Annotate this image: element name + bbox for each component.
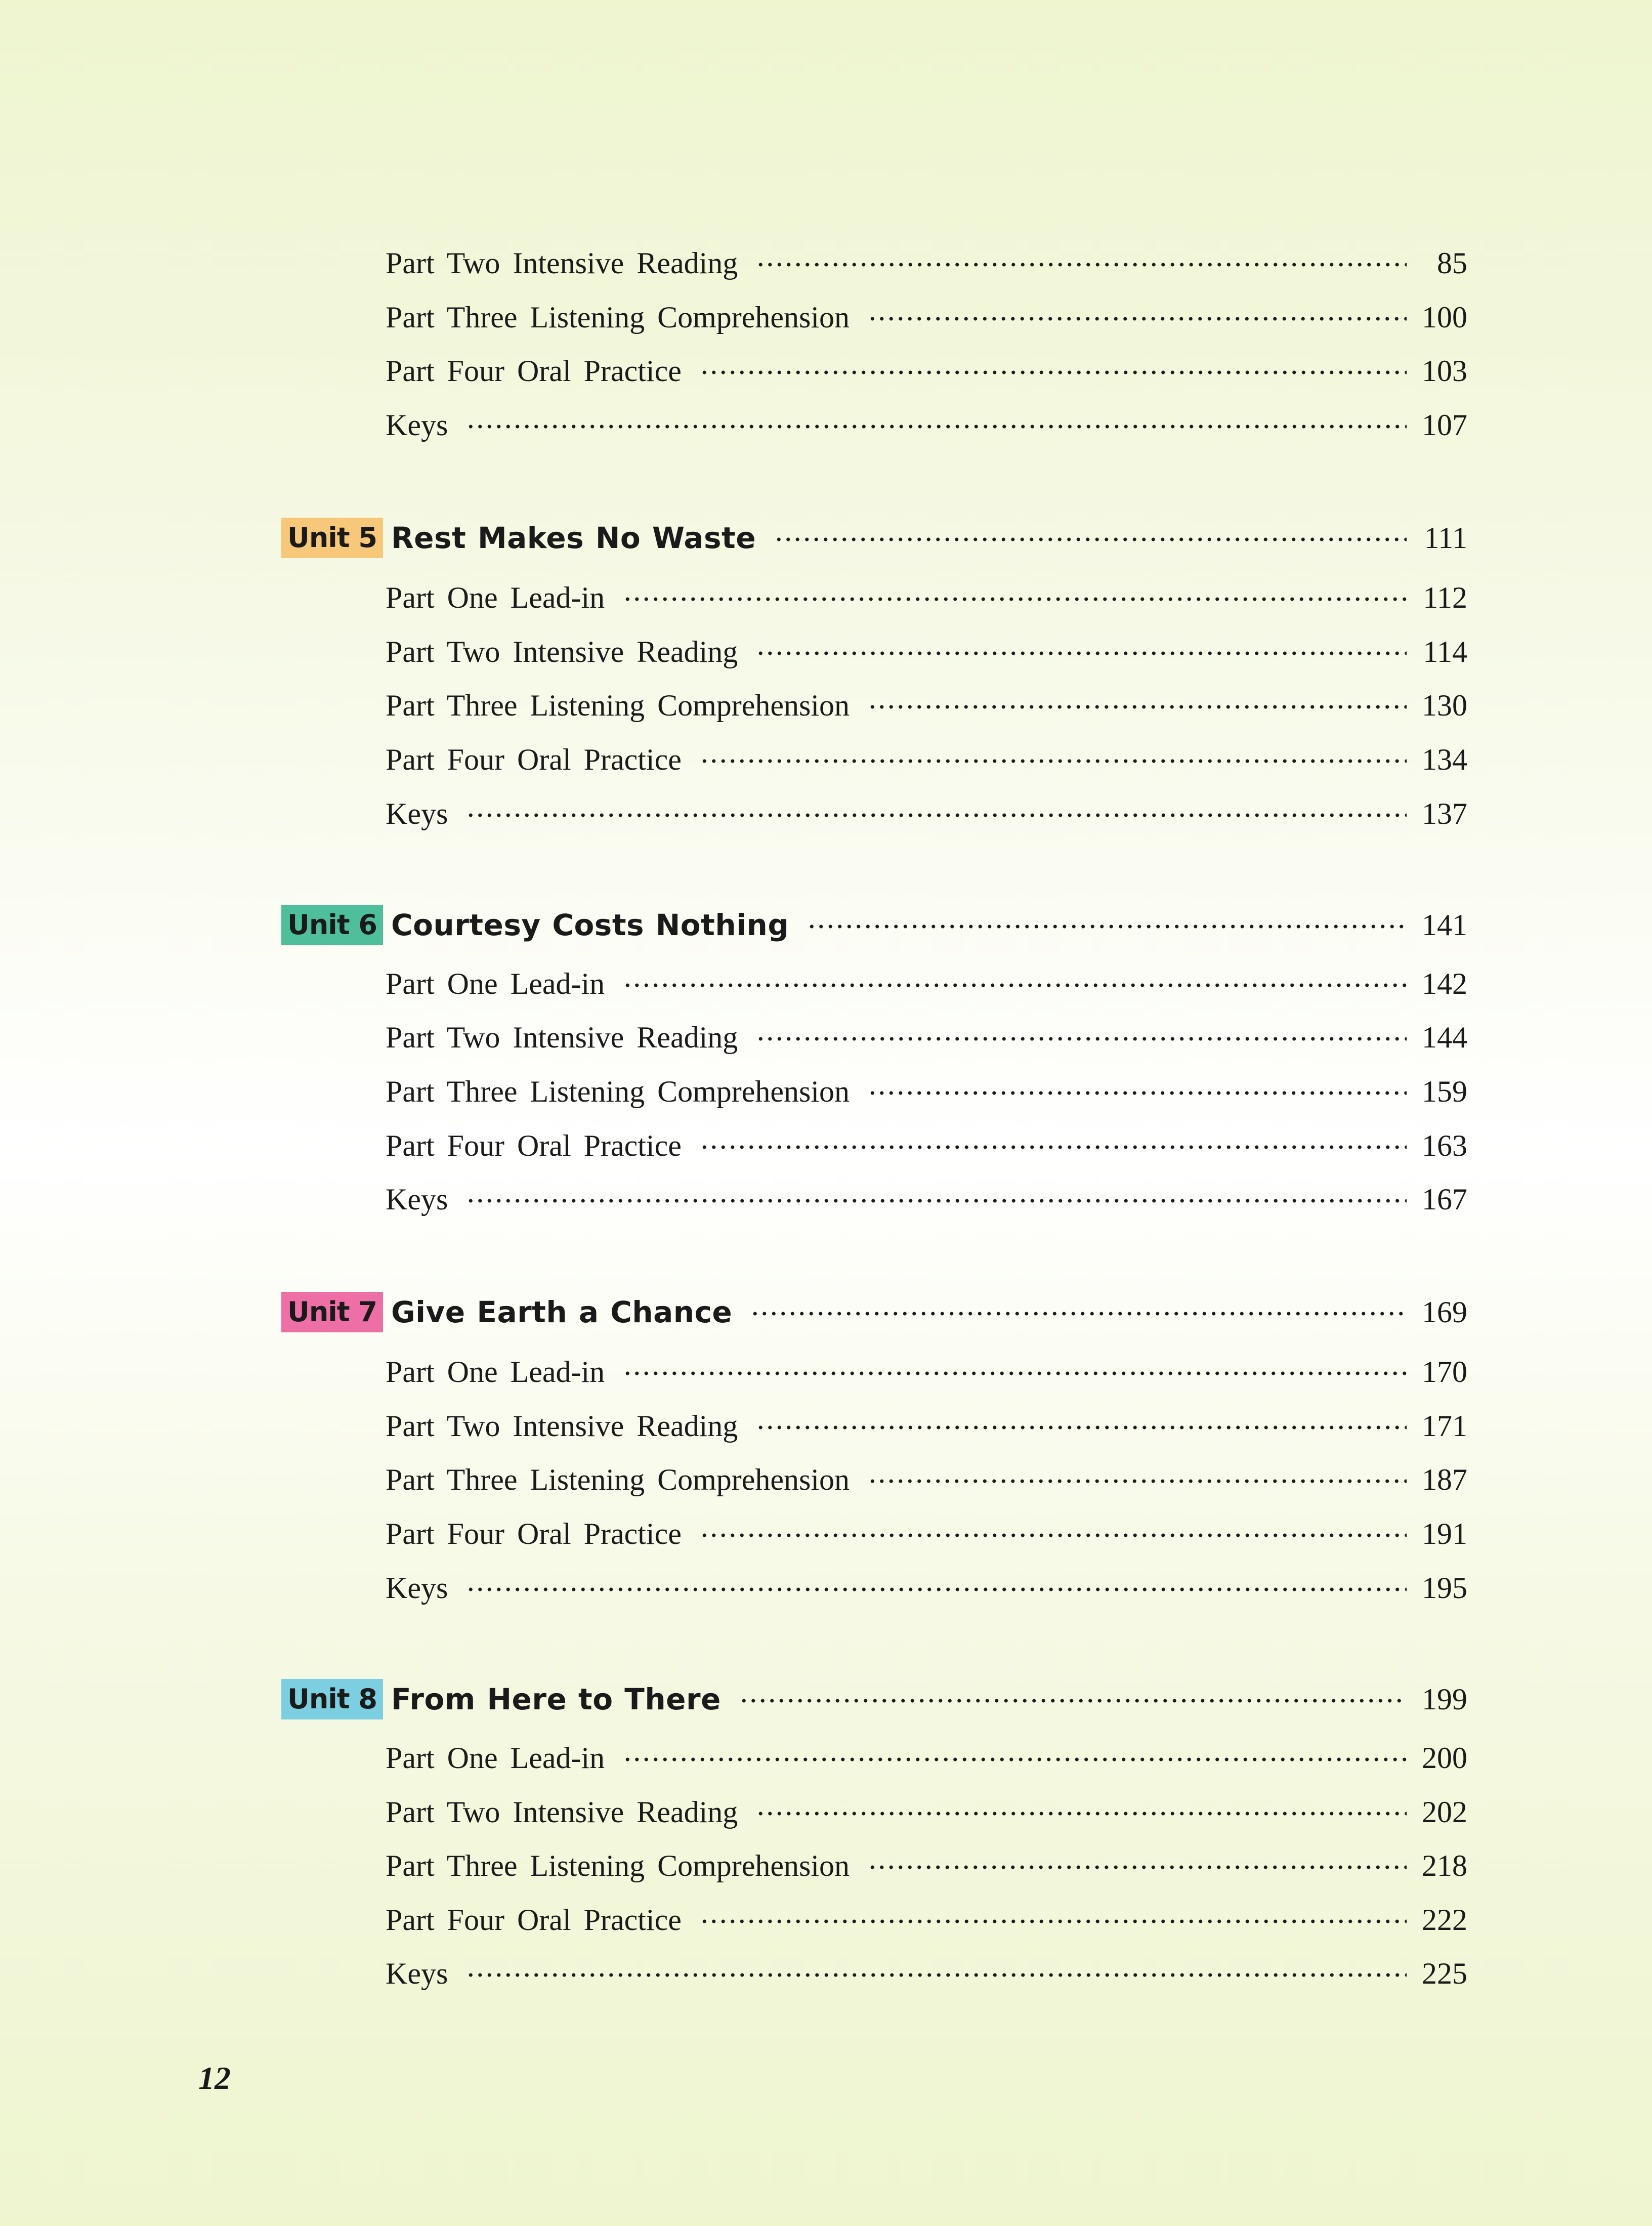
toc-entry[interactable] xyxy=(386,1896,1467,1944)
toc-entry-title: Part Three Listening Comprehension xyxy=(386,301,850,334)
dot-leader xyxy=(807,925,1407,929)
toc-entry[interactable] xyxy=(386,1348,1467,1396)
dot-leader xyxy=(868,705,1407,709)
toc-entry-title: Keys xyxy=(386,408,448,442)
toc-entry-page: 112 xyxy=(1423,581,1467,614)
toc-entry[interactable] xyxy=(386,1402,1467,1450)
toc-entry-title: Part One Lead-in xyxy=(386,581,605,614)
toc-entry-page: 195 xyxy=(1422,1571,1467,1605)
toc-entry[interactable] xyxy=(386,1175,1467,1224)
toc-entry-page: 218 xyxy=(1422,1849,1467,1882)
dot-leader xyxy=(700,1919,1407,1923)
dot-leader xyxy=(700,759,1407,763)
toc-entry-page: 200 xyxy=(1422,1741,1467,1775)
dot-leader xyxy=(466,1199,1407,1203)
toc-entry[interactable] xyxy=(386,239,1467,287)
toc-entry[interactable] xyxy=(386,1067,1467,1116)
toc-entry-title: Part Two Intensive Reading xyxy=(386,1795,738,1829)
toc-entry-title: Keys xyxy=(386,797,448,830)
toc-entry-page: 222 xyxy=(1422,1903,1467,1937)
toc-entry-page: 130 xyxy=(1422,689,1467,722)
toc-entry-title: Part One Lead-in xyxy=(386,967,605,1000)
toc-entry[interactable] xyxy=(386,1949,1467,1998)
toc-entry[interactable] xyxy=(386,627,1467,676)
toc-entry-title: Part Four Oral Practice xyxy=(386,1517,682,1550)
toc-entry-page: 142 xyxy=(1422,967,1467,1000)
unit-title: Rest Makes No Waste xyxy=(391,521,756,555)
toc-entry-title: Keys xyxy=(386,1183,448,1216)
toc-entry-title: Part Three Listening Comprehension xyxy=(386,1075,850,1108)
toc-entry-page: 171 xyxy=(1422,1409,1467,1443)
unit-page: 141 xyxy=(1422,908,1467,942)
toc-entry[interactable] xyxy=(386,1734,1467,1782)
dot-leader xyxy=(868,1479,1407,1483)
toc-entry[interactable] xyxy=(386,573,1467,622)
toc-entry[interactable] xyxy=(386,681,1467,730)
unit-page: 199 xyxy=(1422,1683,1467,1716)
unit-heading-7[interactable] xyxy=(281,1288,1467,1336)
unit-page: 111 xyxy=(1424,521,1467,555)
toc-entry-page: 144 xyxy=(1422,1021,1467,1054)
toc-entry-page: 114 xyxy=(1423,635,1467,668)
toc-entry[interactable] xyxy=(386,1013,1467,1062)
toc-entry-title: Part Four Oral Practice xyxy=(386,1903,682,1937)
toc-entry-page: 103 xyxy=(1422,354,1467,388)
dot-leader xyxy=(623,1371,1407,1375)
dot-leader xyxy=(756,1425,1407,1430)
toc-entry-title: Part Three Listening Comprehension xyxy=(386,689,850,722)
unit-heading-8[interactable] xyxy=(281,1675,1467,1724)
toc-entry[interactable] xyxy=(386,1564,1467,1612)
dot-leader xyxy=(756,263,1407,267)
toc-entry-title: Part Four Oral Practice xyxy=(386,743,682,776)
unit-badge: Unit 5 xyxy=(281,518,383,559)
dot-leader xyxy=(623,597,1407,601)
toc-entry-title: Part Two Intensive Reading xyxy=(386,635,738,668)
dot-leader xyxy=(466,425,1407,429)
toc-entry-page: 163 xyxy=(1422,1129,1467,1162)
toc-entry-page: 187 xyxy=(1422,1463,1467,1496)
dot-leader xyxy=(868,1865,1407,1869)
toc-entry[interactable] xyxy=(386,959,1467,1008)
toc-entry-title: Part Two Intensive Reading xyxy=(386,1409,738,1443)
toc-entry-title: Part Four Oral Practice xyxy=(386,354,682,388)
toc-entry-page: 170 xyxy=(1422,1355,1467,1389)
toc-entry[interactable] xyxy=(386,1121,1467,1170)
dot-leader xyxy=(750,1312,1407,1316)
dot-leader xyxy=(868,317,1407,321)
dot-leader xyxy=(466,1973,1407,1977)
toc-entry-title: Part Two Intensive Reading xyxy=(386,246,738,280)
toc-entry-page: 137 xyxy=(1422,797,1467,830)
dot-leader xyxy=(756,651,1407,655)
dot-leader xyxy=(623,1757,1407,1761)
unit-badge: Unit 8 xyxy=(281,1679,383,1720)
toc-entry-page: 225 xyxy=(1422,1957,1467,1990)
dot-leader xyxy=(756,1037,1407,1041)
toc-entry-page: 85 xyxy=(1437,246,1467,280)
unit-title: Courtesy Costs Nothing xyxy=(391,908,789,942)
toc-entry[interactable] xyxy=(386,1455,1467,1504)
toc-entry[interactable] xyxy=(386,1509,1467,1558)
toc-entry[interactable] xyxy=(386,293,1467,342)
toc-entry[interactable] xyxy=(386,735,1467,784)
page-number: 12 xyxy=(198,2060,231,2096)
toc-entry-title: Part Three Listening Comprehension xyxy=(386,1463,850,1496)
dot-leader xyxy=(466,1587,1407,1591)
dot-leader xyxy=(700,370,1407,374)
dot-leader xyxy=(774,537,1407,541)
unit-title: Give Earth a Chance xyxy=(391,1295,733,1329)
toc-entry[interactable] xyxy=(386,401,1467,449)
dot-leader xyxy=(868,1091,1407,1095)
toc-entry[interactable] xyxy=(386,1841,1467,1890)
toc-entry-page: 202 xyxy=(1422,1795,1467,1829)
toc-entry-page: 100 xyxy=(1422,301,1467,334)
toc-entry-title: Part One Lead-in xyxy=(386,1355,605,1389)
toc-entry-title: Part Four Oral Practice xyxy=(386,1129,682,1162)
toc-entry-title: Part Three Listening Comprehension xyxy=(386,1849,850,1882)
toc-entry-title: Part One Lead-in xyxy=(386,1741,605,1775)
toc-entry[interactable] xyxy=(386,347,1467,395)
toc-entry-page: 191 xyxy=(1422,1517,1467,1550)
dot-leader xyxy=(700,1533,1407,1537)
toc-entry-page: 167 xyxy=(1422,1183,1467,1216)
unit-heading-5[interactable] xyxy=(281,514,1467,562)
unit-title: From Here to There xyxy=(391,1682,721,1716)
toc-entry[interactable] xyxy=(386,1788,1467,1836)
toc-entry-page: 159 xyxy=(1422,1075,1467,1108)
dot-leader xyxy=(700,1145,1407,1149)
toc-entry-title: Keys xyxy=(386,1957,448,1990)
dot-leader xyxy=(739,1699,1407,1703)
unit-heading-6[interactable] xyxy=(281,901,1467,949)
toc-entry-page: 107 xyxy=(1422,408,1467,442)
unit-page: 169 xyxy=(1422,1295,1467,1329)
unit-badge: Unit 6 xyxy=(281,905,383,946)
toc-entry-page: 134 xyxy=(1422,743,1467,776)
dot-leader xyxy=(756,1812,1407,1816)
toc-entry-title: Keys xyxy=(386,1571,448,1605)
unit-badge: Unit 7 xyxy=(281,1292,383,1333)
dot-leader xyxy=(623,983,1407,987)
dot-leader xyxy=(466,813,1407,817)
toc-entry[interactable] xyxy=(386,789,1467,838)
toc-entry-title: Part Two Intensive Reading xyxy=(386,1021,738,1054)
